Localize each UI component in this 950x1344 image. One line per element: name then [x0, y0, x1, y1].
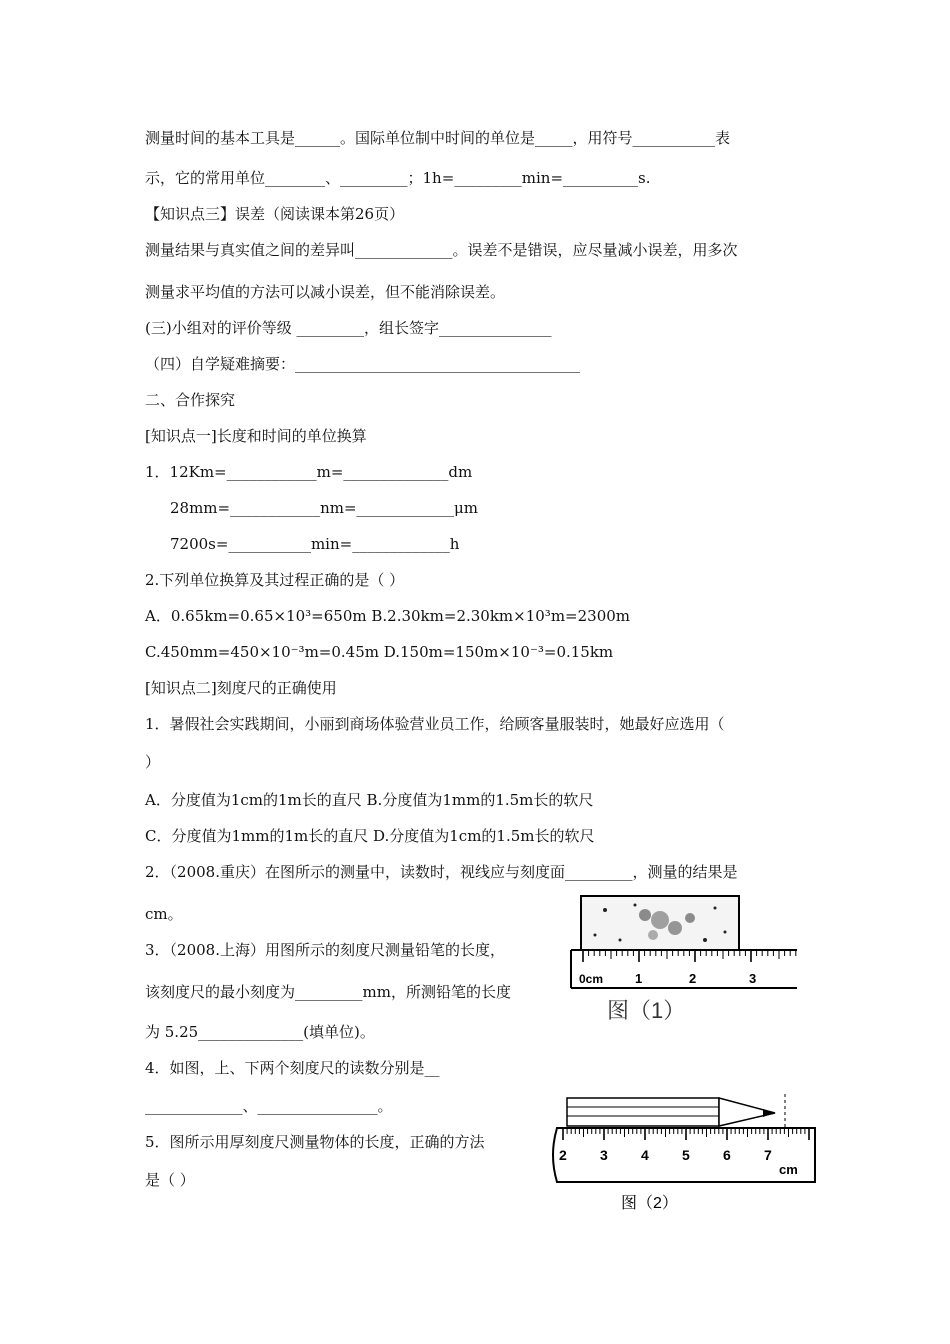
ruler-question-2-unit: cm。: [145, 905, 183, 923]
text-line-2: 示，它的常用单位________、_________；1h=_________min=__________s.: [145, 169, 651, 187]
ruler-question-4-stem: 4．如图，上、下两个刻度尺的读数分别是__: [145, 1059, 440, 1077]
ruler-question-1-stem: 1．暑假社会实践期间，小丽到商场体验营业员工作，给顾客量服装时，她最好应选用（: [145, 715, 725, 733]
ruler-question-4-blanks: _____________、________________。: [145, 1097, 393, 1115]
ruler-2-label-7: 7: [764, 1147, 772, 1163]
ruler-2-label-5: 5: [682, 1147, 690, 1163]
ruler-1-label-3: 3: [749, 971, 757, 986]
question-2-stem: 2.下列单位换算及其过程正确的是（ ）: [145, 571, 405, 589]
text-line-5: 测量求平均值的方法可以减小误差，但不能消除误差。: [145, 283, 506, 301]
ruler-question-1-options-ab: A．分度值为1cm的1m长的直尺 B.分度值为1mm的1.5m长的软尺: [145, 791, 594, 809]
ruler-2-unit: cm: [779, 1162, 798, 1177]
text-line-1: 测量时间的基本工具是______。国际单位制中时间的单位是_____，用符号___________表: [145, 129, 731, 147]
section-heading-cooperation: 二、合作探究: [145, 391, 236, 409]
question-2-options-ab: A．0.65km=0.65×10³=650m B.2.30km=2.30km×10³m=2300m: [145, 607, 631, 625]
ruler-question-1-options-cd: C．分度值为1mm的1m长的直尺 D.分度值为1cm的1.5m长的软尺: [145, 827, 595, 845]
question-2-options-cd: C.450mm=450×10⁻³m=0.45m D.150m=150m×10⁻³=0.15km: [145, 643, 614, 661]
ruler-1-label-0: 0cm: [579, 972, 604, 986]
conversion-line-1: 1．12Km=____________m=______________dm: [145, 463, 473, 481]
self-study-questions-line: （四）自学疑难摘要：______________________________________: [145, 355, 581, 373]
section-heading-error: 【知识点三】误差（阅读课本第26页）: [145, 205, 405, 223]
ruler-2-label-3: 3: [600, 1147, 608, 1163]
ruler-1-ticks: [583, 950, 796, 962]
ruler-question-3-line-3: 为 5.25______________(填单位)。: [145, 1023, 375, 1041]
text-line-4: 测量结果与真实值之间的差异叫_____________。误差不是错误，应尽量减小误差，用多次: [145, 241, 738, 259]
conversion-line-3: 7200s=___________min=_____________h: [170, 535, 460, 553]
ruler-question-3-line-2: 该刻度尺的最小刻度为_________mm，所测铅笔的长度: [145, 983, 511, 1001]
ruler-1-label-1: 1: [635, 971, 643, 986]
figure-1-caption: 图（1）: [607, 998, 686, 1023]
ruler-question-1-paren: ）: [145, 753, 161, 771]
knowledge-point-1-heading: [知识点一]长度和时间的单位换算: [145, 427, 367, 445]
ruler-question-5-paren: 是（ ）: [145, 1171, 195, 1189]
ruler-2-label-4: 4: [641, 1147, 649, 1163]
conversion-line-2: 28mm=____________nm=_____________μm: [170, 499, 479, 517]
ruler-question-2-stem: 2．（2008.重庆）在图所示的测量中，读数时，视线应与刻度面_________，测量的结果是: [145, 863, 738, 881]
knowledge-point-2-heading: [知识点二]刻度尺的正确使用: [145, 679, 337, 697]
figure-1-ruler-block: [565, 890, 805, 1030]
figure-2-ruler-pencil: [545, 1090, 830, 1220]
ruler-question-3-stem: 3．（2008.上海）用图所示的刻度尺测量铅笔的长度，: [145, 941, 505, 959]
ruler-2-label-6: 6: [723, 1147, 731, 1163]
figure-2-caption: 图（2）: [621, 1195, 678, 1212]
ruler-2-label-2: 2: [559, 1147, 567, 1163]
ruler-1-label-2: 2: [689, 971, 697, 986]
ruler-question-5-stem: 5．图所示用厚刻度尺测量物体的长度，正确的方法: [145, 1133, 485, 1151]
group-evaluation-line: (三)小组对的评价等级 _________，组长签字_______________: [145, 319, 552, 337]
